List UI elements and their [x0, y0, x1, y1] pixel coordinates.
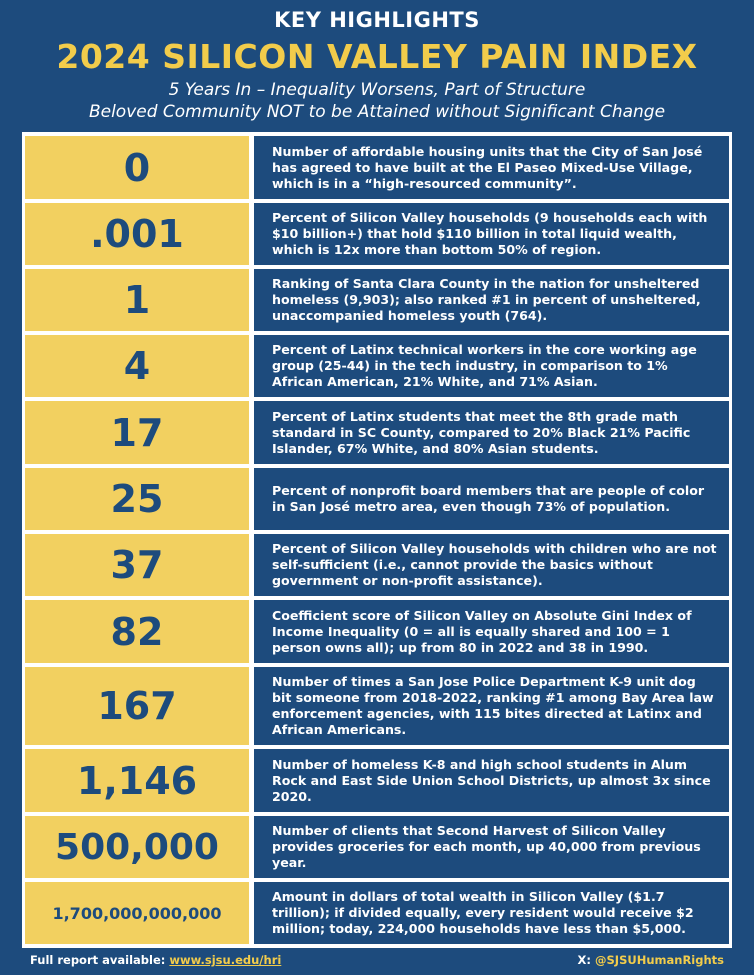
stat-description: Percent of nonprofit board members that are people of color in San José metro area, even though 73% of population.: [254, 468, 729, 530]
stat-description: Number of affordable housing units that the City of San José has agreed to have built at the El Paseo Mixed-Use Village, which is in a “high-resourced community”.: [254, 136, 729, 199]
stat-description: Percent of Latinx students that meet the 8th grade math standard in SC County, compared to 20% Black 21% Pacific Islander, 67% White, and 80% Asian students.: [254, 401, 729, 464]
stat-value: 167: [25, 667, 249, 745]
footer-report-label: Full report available:: [30, 953, 166, 967]
stat-value: .001: [25, 203, 249, 265]
stat-description: Amount in dollars of total wealth in Silicon Valley ($1.7 trillion); if divided equally, every resident would receive $2 million; today, 224,000 households have less than $5,000.: [254, 882, 729, 944]
subtitle-line-2: Beloved Community NOT to be Attained without Significant Change: [88, 102, 666, 122]
highlights-table: [22, 132, 732, 948]
stat-value: 17: [25, 401, 249, 464]
stat-value: 0: [25, 136, 249, 199]
stat-value: 1: [25, 269, 249, 331]
stat-description: Number of clients that Second Harvest of Silicon Valley provides groceries for each month, up 40,000 from previous year.: [254, 816, 729, 878]
footer-social-label: X:: [577, 953, 591, 967]
stat-value: 4: [25, 335, 249, 397]
stat-value: 1,700,000,000,000: [25, 882, 249, 944]
report-link[interactable]: www.sjsu.edu/hri: [169, 953, 282, 967]
stat-value: 82: [25, 600, 249, 663]
stat-description: Ranking of Santa Clara County in the nation for unsheltered homeless (9,903); also ranked #1 in percent of unsheltered, unaccompanied homeless youth (764).: [254, 269, 729, 331]
stat-value: 25: [25, 468, 249, 530]
header-kicker: KEY HIGHLIGHTS: [274, 8, 480, 32]
footer-report: [30, 953, 281, 967]
stat-description: Percent of Silicon Valley households with children who are not self-sufficient (i.e., cannot provide the basics without government or non-profit assistance).: [254, 534, 729, 596]
subtitle-line-1: 5 Years In – Inequality Worsens, Part of Structure: [168, 80, 586, 100]
stat-value: 500,000: [25, 816, 249, 878]
page-title: 2024 SILICON VALLEY PAIN INDEX: [56, 37, 698, 76]
stat-description: Number of times a San Jose Police Department K-9 unit dog bit someone from 2018-2022, ranking #1 among Bay Area law enforcement agencies, with 115 bites directed at Latinx and African Americans.: [254, 667, 729, 745]
stat-value: 37: [25, 534, 249, 596]
stat-description: Number of homeless K-8 and high school students in Alum Rock and East Side Union School Districts, up almost 3x since 2020.: [254, 749, 729, 812]
footer-social: [578, 953, 724, 967]
stat-description: Coefficient score of Silicon Valley on Absolute Gini Index of Income Inequality (0 = all is equally shared and 100 = 1 person owns all); up from 80 in 2022 and 38 in 1990.: [254, 600, 729, 663]
stat-description: Percent of Silicon Valley households (9 households each with $10 billion+) that hold $110 billion in total liquid wealth, which is 12x more than bottom 50% of region.: [254, 203, 729, 265]
stat-value: 1,146: [25, 749, 249, 812]
stat-description: Percent of Latinx technical workers in the core working age group (25-44) in the tech industry, in comparison to 1% African American, 21% White, and 71% Asian.: [254, 335, 729, 397]
social-handle-link[interactable]: @SJSUHumanRights: [595, 953, 724, 967]
